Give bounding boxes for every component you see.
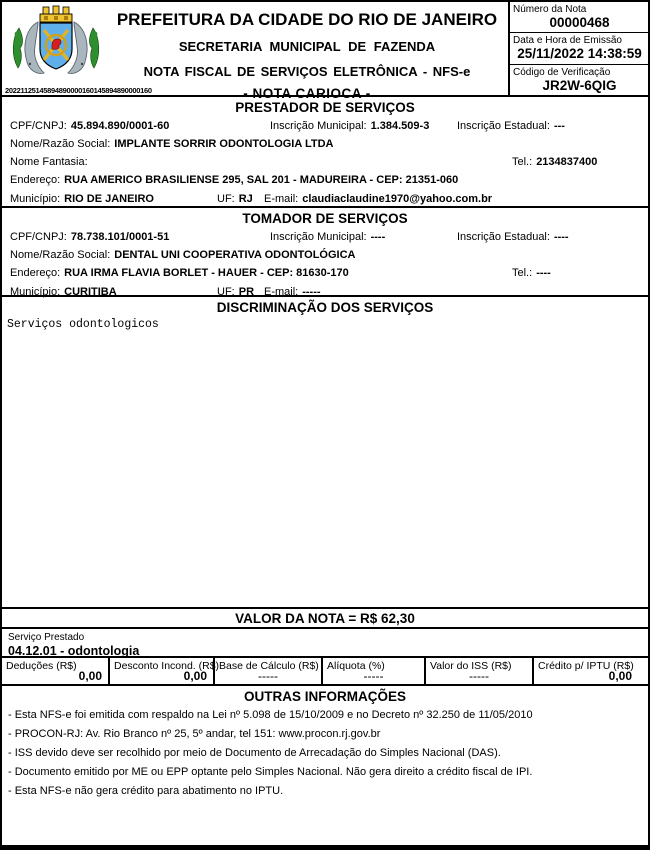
totals-cell-deducoes: Deduções (R$) 0,00 <box>2 658 110 684</box>
totals-cell-credito-iptu: Crédito p/ IPTU (R$) 0,00 <box>538 660 634 683</box>
header-titles <box>104 2 510 101</box>
header-subtitle-nfse: NOTA FISCAL DE SERVIÇOS ELETRÔNICA - NFS-e <box>143 64 471 79</box>
prestador-cpf-cnpj: CPF/CNPJ: 45.894.890/0001-60 <box>10 120 170 132</box>
totals-value-aliquota: ----- <box>363 669 384 683</box>
discriminacao-section-title: DISCRIMINAÇÃO DOS SERVIÇOS <box>216 300 434 315</box>
tomador-row-ids <box>2 229 648 247</box>
mural-crown-icon <box>40 6 72 22</box>
header-subtitle-nota-carioca: - NOTA CARIOCA - <box>243 86 371 101</box>
tomador-section <box>2 208 648 297</box>
totals-cell-desconto: Desconto Incond. (R$) 0,00 <box>110 658 215 684</box>
info-line: - PROCON-RJ: Av. Rio Branco nº 25, 5º andar, tel 151: www.procon.rj.gov.br <box>8 728 381 740</box>
header-subtitle-secretaria: SECRETARIA MUNICIPAL DE FAZENDA <box>178 39 436 54</box>
tomador-email: E-mail: ----- <box>264 286 321 298</box>
prestador-rows <box>2 118 648 209</box>
emission-value: 25/11/2022 14:38:59 <box>517 46 642 62</box>
totals-cell-valor-iss: Valor do ISS (R$) ----- <box>426 658 534 684</box>
totals-value-valor-iss: ----- <box>469 669 489 683</box>
tomador-razao-social: Nome/Razão Social: DENTAL UNI COOPERATIVA ODONTOLÓGICA <box>10 249 356 261</box>
prestador-row-ids <box>2 118 648 136</box>
outras-informacoes-title: OUTRAS INFORMAÇÕES <box>244 689 406 704</box>
valor-da-nota-bar <box>2 609 648 629</box>
emission-label: Data e Hora de Emissão <box>513 35 622 47</box>
shield-icon <box>40 23 72 69</box>
tomador-municipio: Município: CURITIBA <box>10 286 117 298</box>
tomador-telefone: Tel.: ---- <box>512 267 551 279</box>
nota-number-cell <box>510 2 648 33</box>
servico-prestado-code: 04.12.01 - odontologia <box>8 644 140 658</box>
tomador-row-razao <box>2 247 648 265</box>
prestador-row-endereco <box>2 172 648 191</box>
totals-value-base-calculo: ----- <box>258 669 278 683</box>
prestador-razao-social: Nome/Razão Social: IMPLANTE SORRIR ODONTOLOGIA LTDA <box>10 138 334 150</box>
servico-prestado-section <box>2 629 648 658</box>
prestador-row-municipio <box>2 191 648 209</box>
prestador-endereco: Endereço: RUA AMERICO BRASILIENSE 295, SAL 201 - MADUREIRA - CEP: 21351-060 <box>10 174 459 186</box>
service-description: Serviços odontologicos <box>7 318 159 331</box>
nota-number-label: Número da Nota <box>513 4 587 15</box>
tomador-row-endereco <box>2 265 648 284</box>
header-title: PREFEITURA DA CIDADE DO RIO DE JANEIRO <box>116 10 498 29</box>
tomador-endereco: Endereço: RUA IRMA FLAVIA BORLET - HAUER - CEP: 81630-170 <box>10 267 349 279</box>
valor-da-nota-text: VALOR DA NOTA = R$ 62,30 <box>235 611 415 626</box>
outras-informacoes-section <box>2 686 648 845</box>
totals-table <box>2 658 648 686</box>
totals-value-deducoes: 0,00 <box>78 669 102 683</box>
document-header <box>2 2 648 101</box>
info-line: - Esta NFS-e foi emitida com respaldo na Lei nº 5.098 de 15/10/2009 e no Decreto nº 32.250 de 11/05/2010 <box>8 709 533 721</box>
info-line: - Esta NFS-e não gera crédito para abatimento no IPTU. <box>8 785 284 797</box>
prestador-municipio: Município: RIO DE JANEIRO <box>10 193 154 205</box>
tomador-inscricao-estadual: Inscrição Estadual: ---- <box>457 231 569 243</box>
tomador-uf: UF: PR <box>217 286 255 298</box>
totals-cell-aliquota: Alíquota (%) ----- <box>323 658 426 684</box>
tomador-inscricao-municipal: Inscrição Municipal: ---- <box>270 231 386 243</box>
rio-coat-of-arms-logo <box>10 4 102 86</box>
emission-datetime-cell <box>510 33 648 64</box>
totals-cell-base-calculo: Base de Cálculo (R$) ----- <box>215 658 323 684</box>
prestador-uf: UF: RJ <box>217 193 253 205</box>
barcode-number: 20221125145894890000160145894890000160 <box>5 86 152 95</box>
prestador-row-razao <box>2 136 648 154</box>
discriminacao-section <box>2 297 648 609</box>
totals-value-desconto: 0,00 <box>183 669 207 683</box>
prestador-inscricao-municipal: Inscrição Municipal: 1.384.509-3 <box>270 120 430 132</box>
servico-prestado-label: Serviço Prestado <box>8 632 85 643</box>
header-meta-box <box>508 2 648 95</box>
nota-number-value: 00000468 <box>549 15 610 30</box>
prestador-nome-fantasia: Nome Fantasia: <box>10 156 88 168</box>
tomador-section-title: TOMADOR DE SERVIÇOS <box>242 211 408 226</box>
verification-code-cell <box>510 65 648 95</box>
prestador-email: E-mail: claudiaclaudine1970@yahoo.com.br <box>264 193 493 205</box>
tomador-cpf-cnpj: CPF/CNPJ: 78.738.101/0001-51 <box>10 231 170 243</box>
verification-value: JR2W-6QIG <box>542 77 617 93</box>
verification-label: Código de Verificação <box>513 66 611 78</box>
info-line: - ISS devido deve ser recolhido por meio de Documento de Arrecadação do Simples Nacional (DAS). <box>8 747 501 759</box>
prestador-section-title: PRESTADOR DE SERVIÇOS <box>235 100 415 115</box>
prestador-row-fantasia <box>2 154 648 172</box>
outras-informacoes-lines <box>2 706 648 801</box>
prestador-inscricao-estadual: Inscrição Estadual: --- <box>457 120 565 132</box>
totals-value-credito-iptu: 0,00 <box>608 669 632 683</box>
tomador-rows <box>2 229 648 302</box>
info-line: - Documento emitido por ME ou EPP optante pelo Simples Nacional. Não gera direito a crédito fiscal de IPI. <box>8 766 533 778</box>
prestador-section <box>2 97 648 208</box>
prestador-telefone: Tel.: 2134837400 <box>512 156 598 168</box>
